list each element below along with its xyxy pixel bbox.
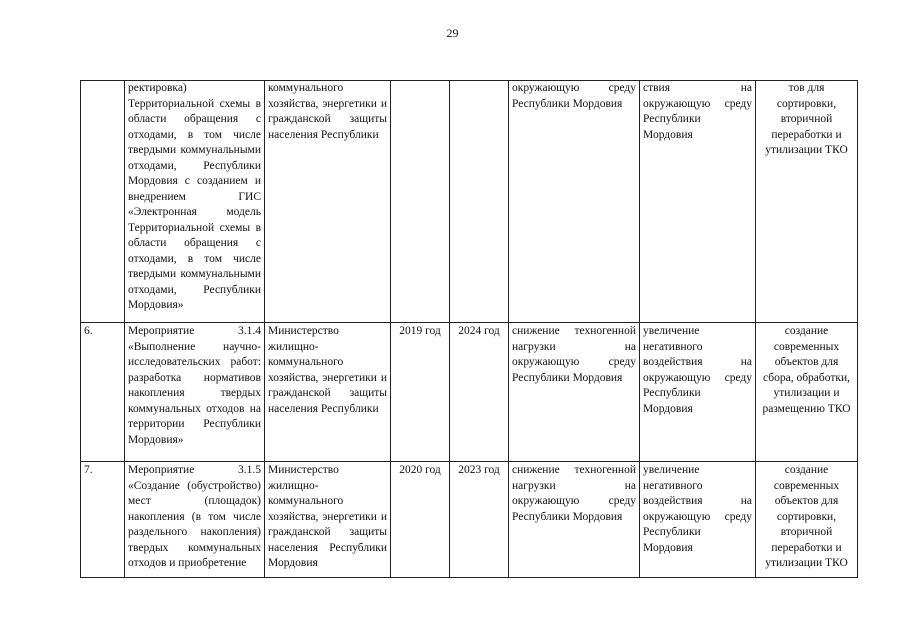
start-year-cell: 2020 год bbox=[391, 462, 450, 578]
table-row bbox=[81, 462, 858, 578]
consequence-cell: увеличение негативного воздействия на окружающую среду Республики Мордовия bbox=[640, 462, 756, 578]
row-number-cell: 6. bbox=[81, 323, 125, 462]
row-number-cell bbox=[81, 81, 125, 323]
link-cell: создание современных объектов для сбора, обработки, утилизации и размещению ТКО bbox=[756, 323, 858, 462]
executor-cell: Министерство жилищно-коммунального хозяйства, энергетики и гражданской защиты населения Республики Мордовия bbox=[265, 462, 391, 578]
consequence-cell: ствия на окружающую среду Республики Мордовия bbox=[640, 81, 756, 323]
event-cell: Мероприятие 3.1.5 «Создание (обустройство) мест (площадок) накопления (в том числе раздельного накопления) твердых коммунальных отходов и приобретение bbox=[125, 462, 265, 578]
start-year-cell: 2019 год bbox=[391, 323, 450, 462]
measures-table bbox=[80, 80, 858, 578]
executor-cell: коммунального хозяйства, энергетики и гражданской защиты населения Республики bbox=[265, 81, 391, 323]
end-year-cell: 2024 год bbox=[450, 323, 509, 462]
end-year-cell: 2023 год bbox=[450, 462, 509, 578]
link-cell: создание современных объектов для сортировки, вторичной переработки и утилизации ТКО bbox=[756, 462, 858, 578]
end-year-cell bbox=[450, 81, 509, 323]
row-number-cell: 7. bbox=[81, 462, 125, 578]
consequence-cell: увеличение негативного воздействия на окружающую среду Республики Мордовия bbox=[640, 323, 756, 462]
effect-cell: окружающую среду Республики Мордовия bbox=[509, 81, 640, 323]
table-row bbox=[81, 81, 858, 323]
executor-cell: Министерство жилищно-коммунального хозяйства, энергетики и гражданской защиты населения Республики bbox=[265, 323, 391, 462]
link-cell: тов для сортировки, вторичной переработки и утилизации ТКО bbox=[756, 81, 858, 323]
start-year-cell bbox=[391, 81, 450, 323]
event-cell: ректировка) Территориальной схемы в области обращения с отходами, в том числе твердыми коммунальными отходами, Республики Мордовия с созданием и внедрением ГИС «Электронная модель Территориальной схемы в области обращения с отходами, в том числе твердыми коммунальными отходами, Республики Мордовия» bbox=[125, 81, 265, 323]
table-row bbox=[81, 323, 858, 462]
event-cell: Мероприятие 3.1.4 «Выполнение научно-исследовательских работ: разработка нормативов накопления твердых коммунальных отходов на территории Республики Мордовия» bbox=[125, 323, 265, 462]
effect-cell: снижение техногенной нагрузки на окружающую среду Республики Мордовия bbox=[509, 462, 640, 578]
effect-cell: снижение техногенной нагрузки на окружающую среду Республики Мордовия bbox=[509, 323, 640, 462]
page-number: 29 bbox=[446, 26, 459, 40]
